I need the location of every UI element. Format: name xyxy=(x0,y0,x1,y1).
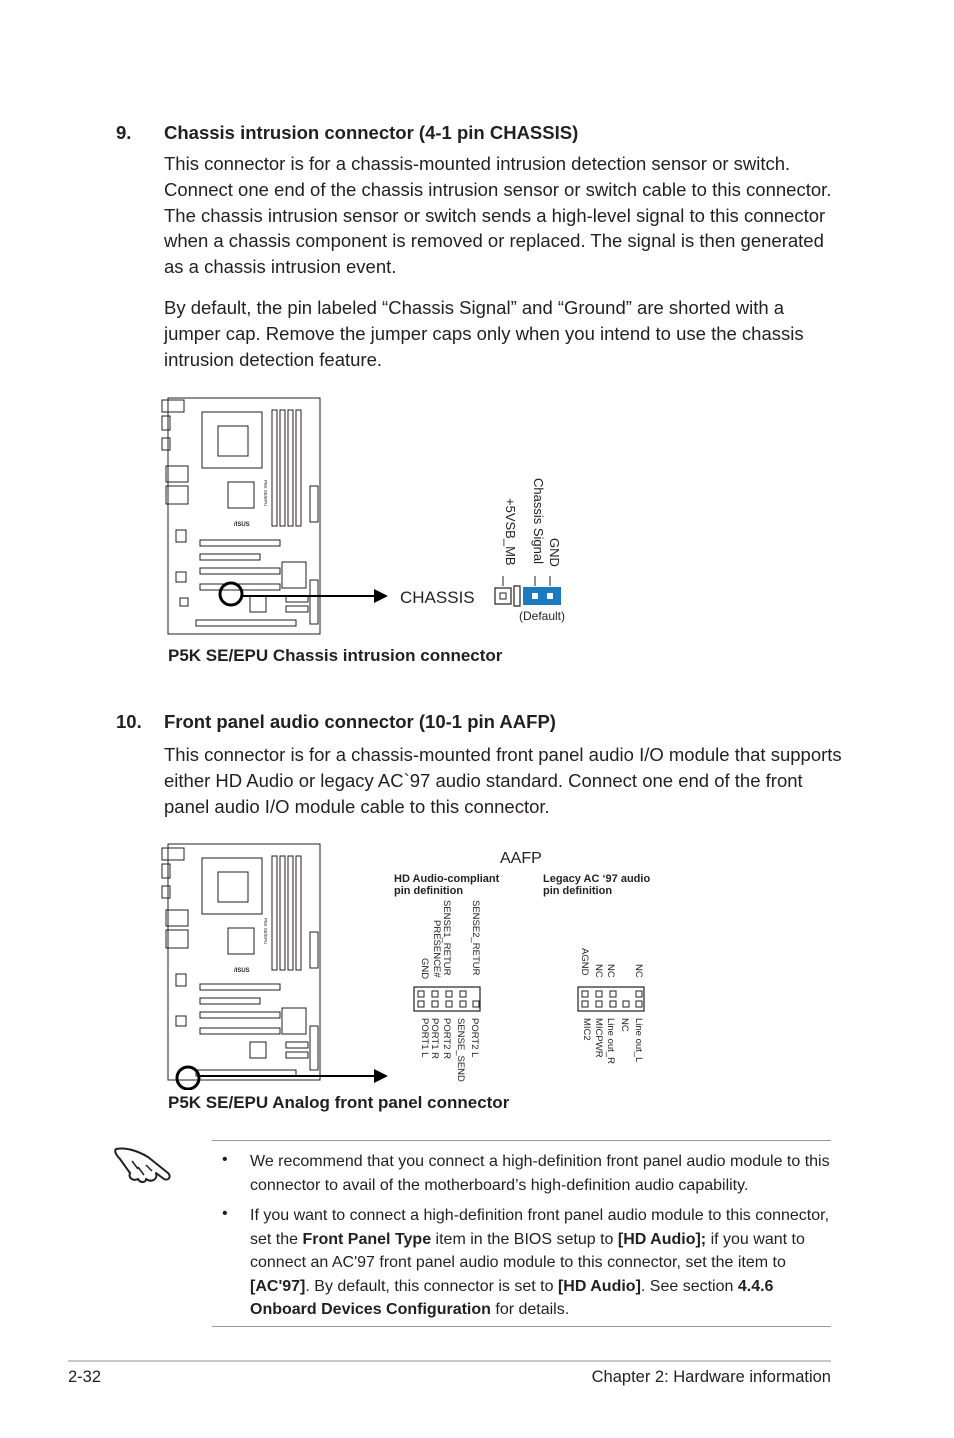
aafp-diagram-caption: P5K SE/EPU Analog front panel connector xyxy=(168,1093,510,1112)
legacy-pin-mic2: MIC2 xyxy=(581,1018,592,1041)
legacy-pin-line-out-r: Line out_R xyxy=(605,1018,616,1064)
aafp-connector-diagram xyxy=(160,838,660,1090)
aafp-connector-label: AAFP xyxy=(500,850,542,867)
pin-label-5vsb: +5VSB_MB xyxy=(503,498,518,566)
page-number: 2-32 xyxy=(68,1368,102,1386)
hd-pin-port1-r: PORT1 R xyxy=(429,1018,440,1060)
hd-pin-sense-send: SENSE_SEND xyxy=(455,1018,466,1082)
note-top-rule xyxy=(212,1140,831,1141)
missing-pin-key xyxy=(514,586,520,606)
legacy-pin-micpwr: MICPWR xyxy=(593,1018,604,1058)
legacy-pin-nc-2: NC xyxy=(605,964,616,978)
pointer-arrowhead xyxy=(374,1069,388,1083)
chassis-connector-highlight xyxy=(220,583,242,605)
section-reference: 4.4.6 Onboard Devices Configuration xyxy=(250,1277,774,1318)
note-2-part-3: if you want to connect an AC'97 front panel audio module to this connector, set the item to xyxy=(250,1230,805,1271)
hd-audio-title: HD Audio-compliant pin definition xyxy=(394,873,500,897)
chassis-diagram-caption: P5K SE/EPU Chassis intrusion connector xyxy=(168,646,503,665)
hd-audio-option: [HD Audio]; xyxy=(617,1230,707,1248)
legacy-pin-nc-4: NC xyxy=(619,1018,630,1032)
chapter-title: Chapter 2: Hardware information xyxy=(591,1368,831,1386)
board-model-label: P5K SE/EPU xyxy=(263,480,268,507)
asus-logo: /ISUS xyxy=(234,968,250,974)
section-10-heading: Front panel audio connector (10-1 pin AAFP) xyxy=(164,711,556,732)
pin-5vsb-contact xyxy=(500,593,506,599)
note-2-part-2: item in the BIOS setup to xyxy=(431,1230,618,1248)
hand-pointing-icon xyxy=(112,1135,176,1185)
pin-gnd xyxy=(547,593,553,599)
pin-chassis-signal xyxy=(532,593,538,599)
footer-rule xyxy=(68,1360,831,1362)
aafp-connector-highlight xyxy=(177,1067,199,1089)
legacy-pin-nc-3: NC xyxy=(633,964,644,978)
note-2-part-4: . By default, this connector is set to xyxy=(305,1277,558,1295)
default-hd-audio-option: [HD Audio] xyxy=(557,1277,641,1295)
section-9-paragraph-1: This connector is for a chassis-mounted intrusion detection sensor or switch. Connect one end of the chassis intrusion sensor or switch cable to this connector. The chassis intrusion sensor or switch sends a high-level signal to this connector when a chassis component is removed or replaced. The signal is then generated as a chassis intrusion event. xyxy=(164,153,832,278)
section-10-paragraph-1: This connector is for a chassis-mounted front panel audio I/O module that supports either HD Audio or legacy AC`97 audio standard. Connect one end of the front panel audio I/O module cable to this connector. xyxy=(164,744,842,817)
legacy-audio-title: Legacy AC ‘97 audio pin definition xyxy=(543,873,651,897)
hd-pin-port1-l: PORT1 L xyxy=(419,1018,430,1058)
section-9-number: 9. xyxy=(116,122,132,143)
ac97-option: [AC'97] xyxy=(250,1277,306,1295)
hd-pin-port2-r: PORT2 R xyxy=(441,1018,452,1060)
chassis-connector-label: CHASSIS xyxy=(400,588,475,607)
section-9-paragraph-2: By default, the pin labeled “Chassis Signal” and “Ground” are shorted with a jumper cap. Remove the jumper caps only when you intend to use the chassis intrusion detection feature. xyxy=(164,297,804,370)
note-1-text: We recommend that you connect a high-definition front panel audio module to this connector to avail of the motherboard’s high-definition audio capability. xyxy=(250,1153,830,1194)
motherboard-layout xyxy=(162,844,320,1080)
hd-pins xyxy=(418,991,479,1007)
chassis-connector-diagram xyxy=(160,390,600,640)
pin-label-gnd: GND xyxy=(547,538,562,567)
section-9-heading: Chassis intrusion connector (4-1 pin CHASSIS) xyxy=(164,122,579,143)
hd-pin-sense2: SENSE2_RETUR xyxy=(470,900,481,976)
legacy-pin-agnd: AGND xyxy=(579,948,590,976)
hd-pin-presence: PRESENCE# xyxy=(431,920,442,978)
pointer-arrowhead xyxy=(374,589,388,603)
legacy-pin-line-out-l: Line out_L xyxy=(633,1018,644,1063)
asus-logo: /ISUS xyxy=(234,522,250,528)
note-2-part-5: . See section xyxy=(640,1277,738,1295)
note-1-bullet: • xyxy=(222,1151,228,1168)
note-2-text xyxy=(250,1204,840,1322)
note-2-bullet: • xyxy=(222,1205,228,1222)
section-10-number: 10. xyxy=(116,711,142,732)
board-model-label: P5K SE/EPU xyxy=(263,918,268,945)
legacy-pin-nc-1: NC xyxy=(593,964,604,978)
pin-label-chassis-signal: Chassis Signal xyxy=(531,478,546,564)
legacy-pins xyxy=(582,991,642,1007)
hd-pin-port2-l: PORT2 L xyxy=(469,1018,480,1058)
front-panel-type-term: Front Panel Type xyxy=(302,1230,432,1248)
hd-pin-gnd: GND xyxy=(419,958,430,980)
hd-pin-sense1: SENSE1_RETUR xyxy=(441,900,452,976)
jumper-cap xyxy=(523,587,561,605)
default-label: (Default) xyxy=(519,609,566,623)
note-bottom-rule xyxy=(212,1326,831,1327)
note-2-part-6: for details. xyxy=(490,1301,570,1318)
note-2-part-1: If you want to connect a high-definition front panel audio module to this connector, set the xyxy=(250,1207,830,1248)
